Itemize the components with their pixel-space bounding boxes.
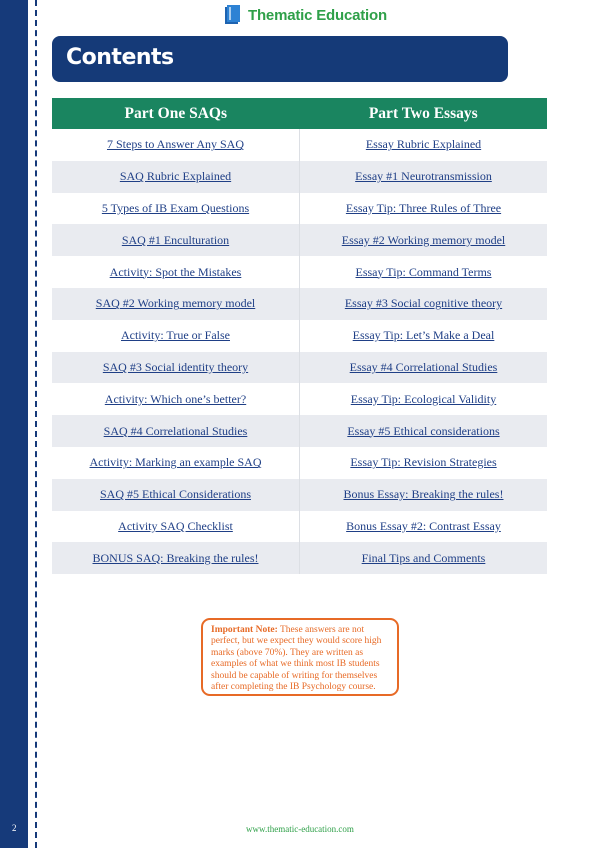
table-row [52,288,547,320]
essay-link[interactable]: Essay #3 Social cognitive theory [300,288,548,320]
essay-link[interactable]: Bonus Essay: Breaking the rules! [300,479,548,511]
essay-link[interactable]: Essay #4 Correlational Studies [300,352,548,384]
footer-url[interactable]: www.thematic-education.com [246,824,354,834]
essay-link[interactable]: Bonus Essay #2: Contrast Essay [346,518,501,533]
left-margin-bar [0,0,28,848]
book-icon [224,5,242,25]
saq-link[interactable]: SAQ #5 Ethical Considerations [52,479,300,511]
saq-link[interactable]: SAQ #2 Working memory model [52,288,300,320]
dashed-margin-line [35,0,37,848]
contents-banner [52,36,508,82]
essay-link[interactable]: Essay Tip: Revision Strategies [350,455,497,470]
table-row [52,193,547,225]
saq-link[interactable]: SAQ #1 Enculturation [52,224,300,256]
table-row [52,511,547,543]
note-text: These answers are not perfect, but we expect they would score high marks (above 70%). They are written as examples of what we think most IB students should be capable of writing for themselves after completing the IB Psychology course. [211,625,382,693]
table-row [52,415,547,447]
brand-logo [224,5,387,25]
essay-link[interactable]: Essay #1 Neurotransmission [300,161,548,193]
header-part-two: Part Two Essays [300,98,548,129]
saq-link[interactable]: Activity: Spot the Mistakes [52,256,300,288]
table-row [52,542,547,574]
table-header-row [52,98,547,129]
contents-table [52,98,547,574]
table-row [52,320,547,352]
essay-link[interactable]: Essay #5 Ethical considerations [300,415,548,447]
saq-link[interactable]: 5 Types of IB Exam Questions [52,193,300,225]
essay-link[interactable]: Essay Tip: Command Terms [355,264,492,279]
note-label: Important Note: [211,625,278,635]
essay-link[interactable]: Essay Rubric Explained [365,137,482,152]
saq-link[interactable]: SAQ #4 Correlational Studies [52,415,300,447]
table-row [52,383,547,415]
header-part-one: Part One SAQs [52,98,300,129]
saq-link[interactable]: Activity: True or False [52,320,300,352]
essay-link[interactable]: Essay #2 Working memory model [300,224,548,256]
table-row [52,161,547,193]
essay-link[interactable]: Essay Tip: Three Rules of Three [345,200,502,215]
saq-link[interactable]: BONUS SAQ: Breaking the rules! [52,542,300,574]
table-row [52,129,547,161]
brand-name: Thematic Education [248,6,387,24]
saq-link[interactable]: Activity SAQ Checklist [52,511,300,543]
saq-link[interactable]: Activity: Which one’s better? [52,383,300,415]
saq-link[interactable]: SAQ #3 Social identity theory [52,352,300,384]
table-row [52,256,547,288]
important-note [201,618,399,696]
page-title: Contents [66,45,174,70]
page-number: 2 [12,823,17,833]
essay-link[interactable]: Essay Tip: Let’s Make a Deal [352,328,495,343]
saq-link[interactable]: Activity: Marking an example SAQ [52,447,300,479]
saq-link[interactable]: SAQ Rubric Explained [52,161,300,193]
essay-link[interactable]: Essay Tip: Ecological Validity [350,391,497,406]
table-row [52,352,547,384]
essay-link[interactable]: Final Tips and Comments [300,542,548,574]
table-row [52,224,547,256]
saq-link[interactable]: 7 Steps to Answer Any SAQ [52,129,300,161]
table-row [52,479,547,511]
table-row [52,447,547,479]
